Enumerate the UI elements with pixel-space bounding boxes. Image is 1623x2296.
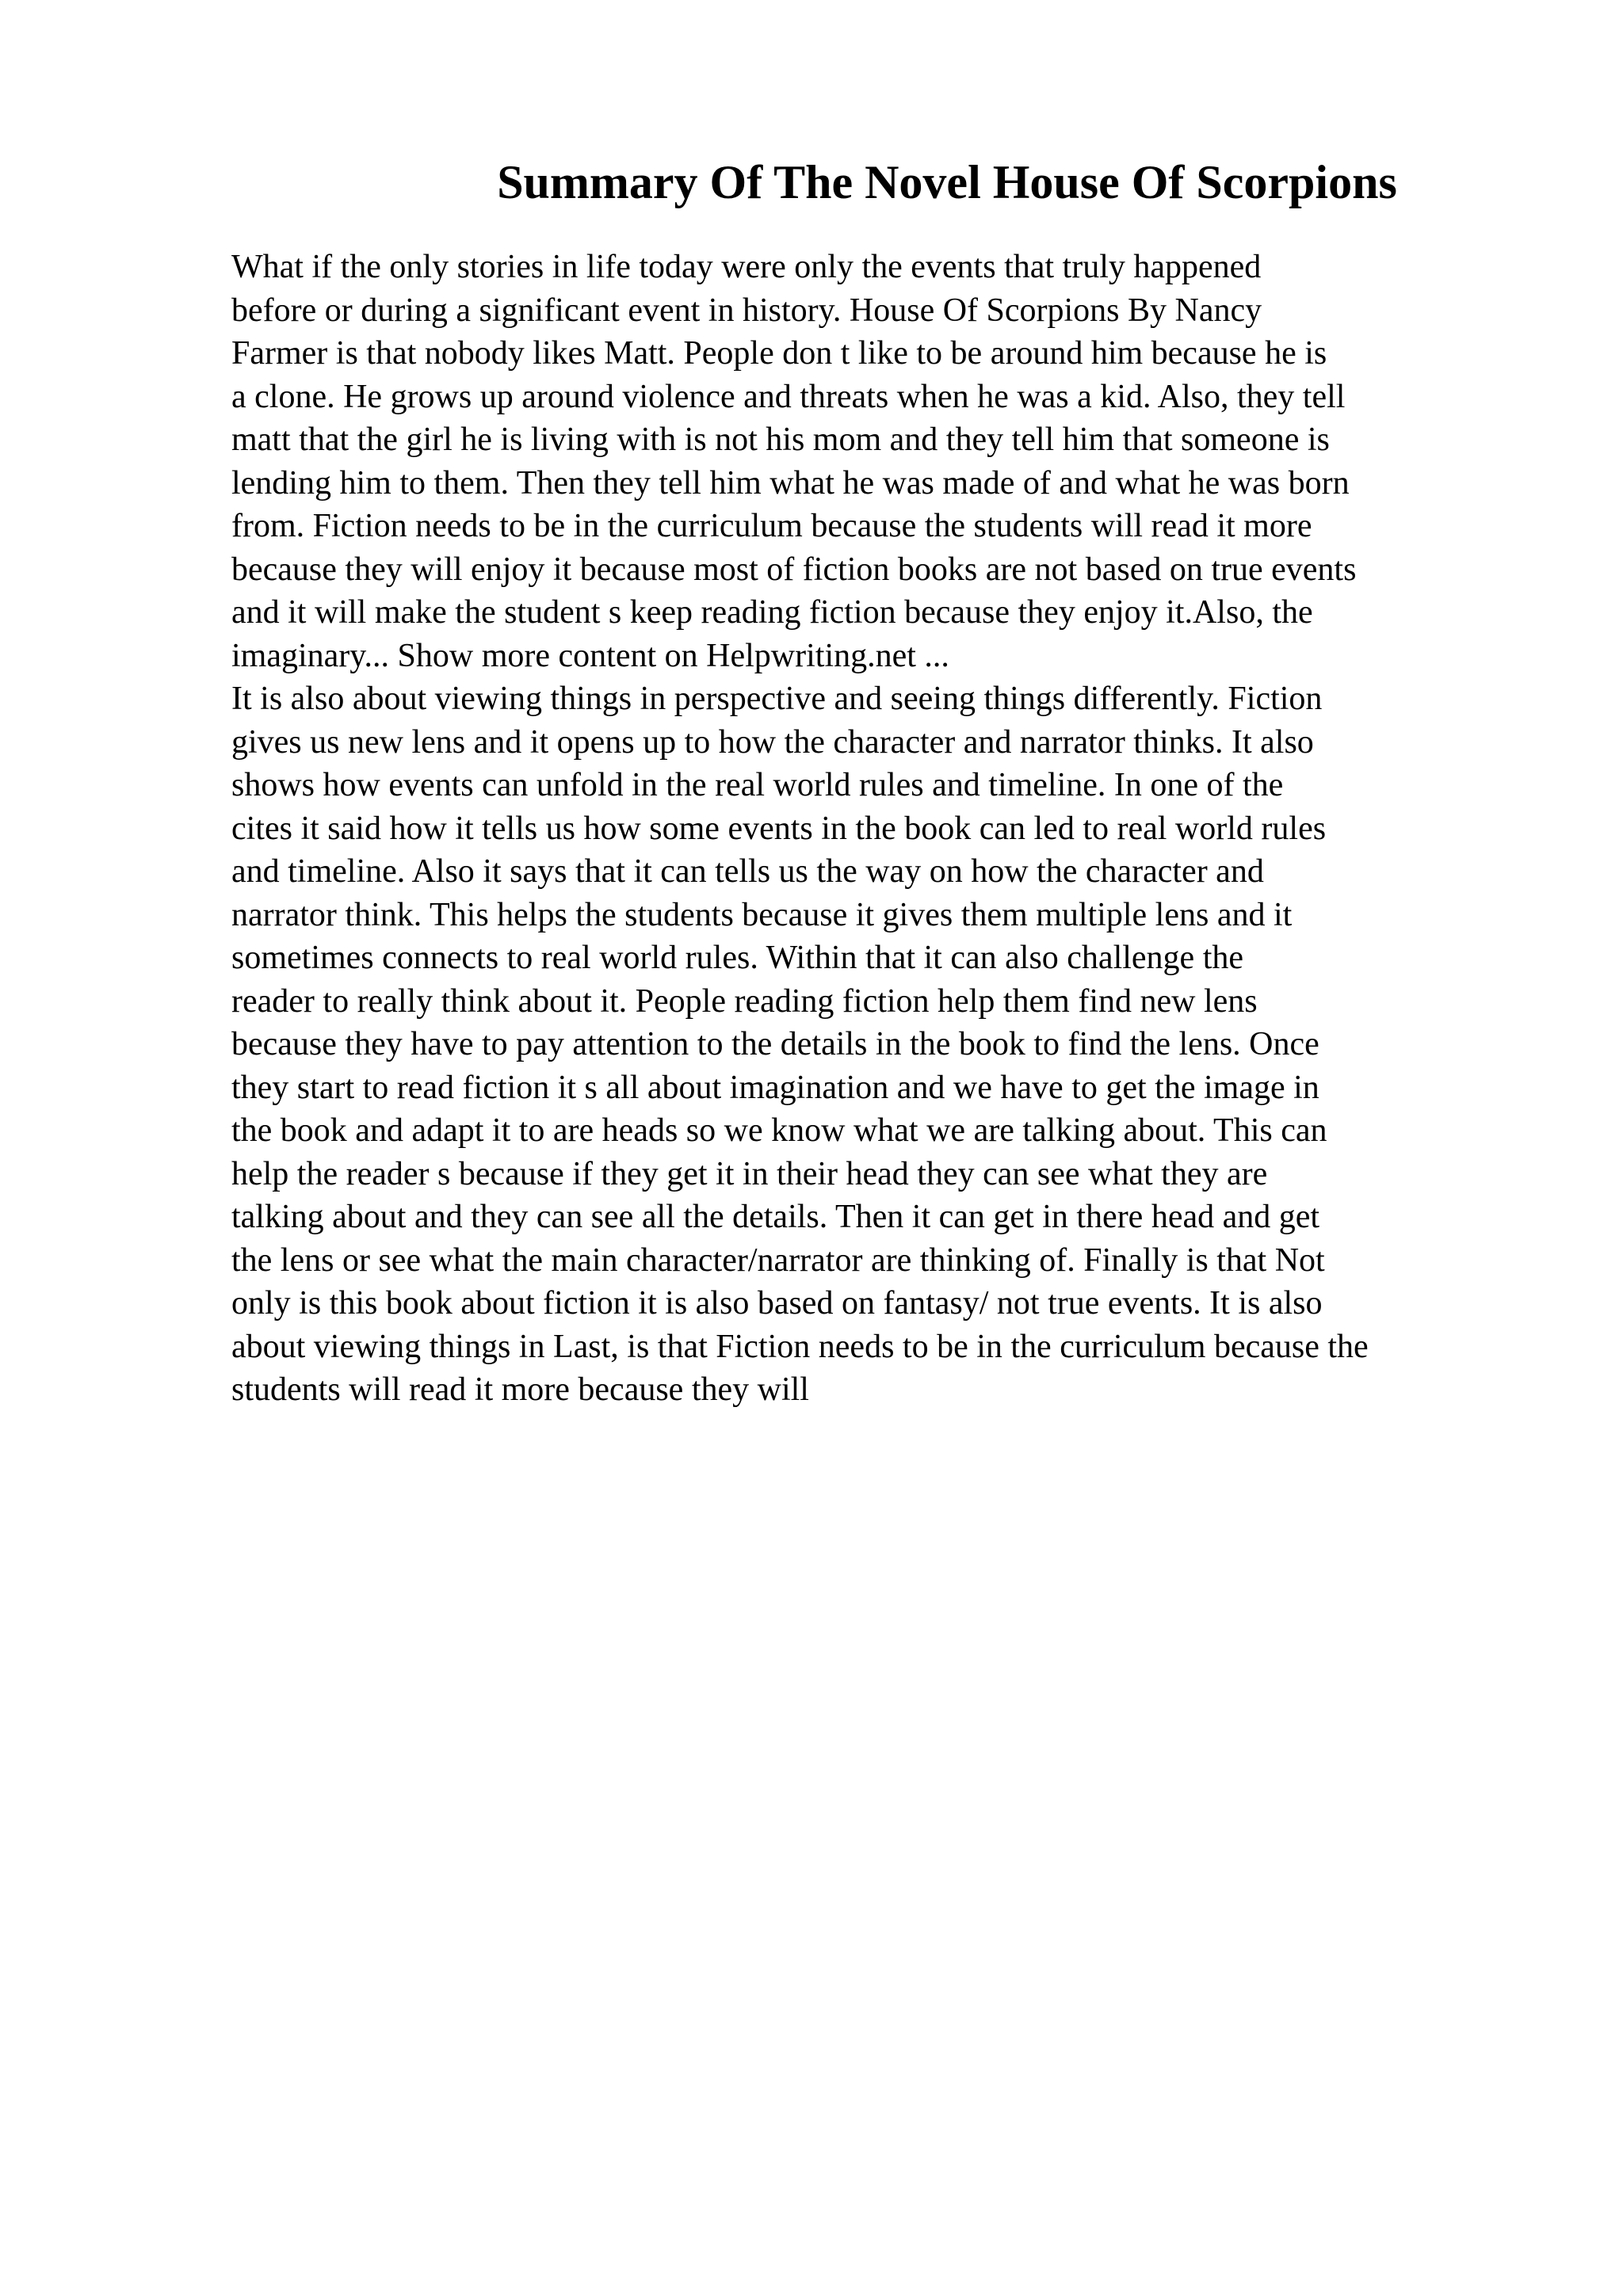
body-line: It is also about viewing things in perspective and seeing things differently. Fiction <box>231 681 1323 717</box>
body-line: a clone. He grows up around violence and threats when he was a kid. Also, they tell <box>231 378 1346 415</box>
body-line: gives us new lens and it opens up to how the character and narrator thinks. It also <box>231 723 1314 761</box>
body-line: because they have to pay attention to the details in the book to find the lens. Once <box>231 1026 1319 1062</box>
body-line: help the reader s because if they get it in their head they can see what they are <box>231 1155 1268 1192</box>
body-line: imaginary... Show more content on Helpwriting.net ... <box>231 637 949 674</box>
body-line: from. Fiction needs to be in the curriculum because the students will read it more <box>231 508 1312 544</box>
body-line: narrator think. This helps the students because it gives them multiple lens and it <box>231 896 1293 933</box>
body-line: shows how events can unfold in the real world rules and timeline. In one of the <box>231 767 1284 803</box>
body-line: the book and adapt it to are heads so we know what we are talking about. This can <box>231 1112 1327 1149</box>
body-line: students will read it more because they will <box>231 1371 809 1408</box>
body-line: they start to read fiction it s all about imagination and we have to get the image in <box>231 1069 1319 1106</box>
body-line: only is this book about fiction it is also based on fantasy/ not true events. It is also <box>231 1285 1323 1322</box>
body-line: lending him to them. Then they tell him what he was made of and what he was born <box>231 464 1350 502</box>
body-line: before or during a significant event in history. House Of Scorpions By Nancy <box>231 292 1262 329</box>
document-title: Summary Of The Novel House Of Scorpions <box>497 156 1397 208</box>
body-line: Farmer is that nobody likes Matt. People don t like to be around him because he is <box>231 335 1327 372</box>
body-line: matt that the girl he is living with is not his mom and they tell him that someone is <box>231 421 1330 458</box>
body-line: because they will enjoy it because most of fiction books are not based on true events <box>231 551 1357 588</box>
body-line: talking about and they can see all the details. Then it can get in there head and get <box>231 1199 1320 1235</box>
body-line: and it will make the student s keep reading fiction because they enjoy it.Also, the <box>231 594 1313 631</box>
document-body <box>231 246 1499 1412</box>
body-line: reader to really think about it. People reading fiction help them find new lens <box>231 982 1258 1020</box>
body-line: about viewing things in Last, is that Fiction needs to be in the curriculum because the <box>231 1328 1369 1365</box>
body-line: the lens or see what the main character/narrator are thinking of. Finally is that Not <box>231 1241 1325 1279</box>
body-line: cites it said how it tells us how some events in the book can led to real world rules <box>231 810 1327 847</box>
body-line: sometimes connects to real world rules. Within that it can also challenge the <box>231 940 1244 976</box>
body-line: and timeline. Also it says that it can tells us the way on how the character and <box>231 853 1264 890</box>
body-line: What if the only stories in life today were only the events that truly happened <box>231 249 1262 285</box>
